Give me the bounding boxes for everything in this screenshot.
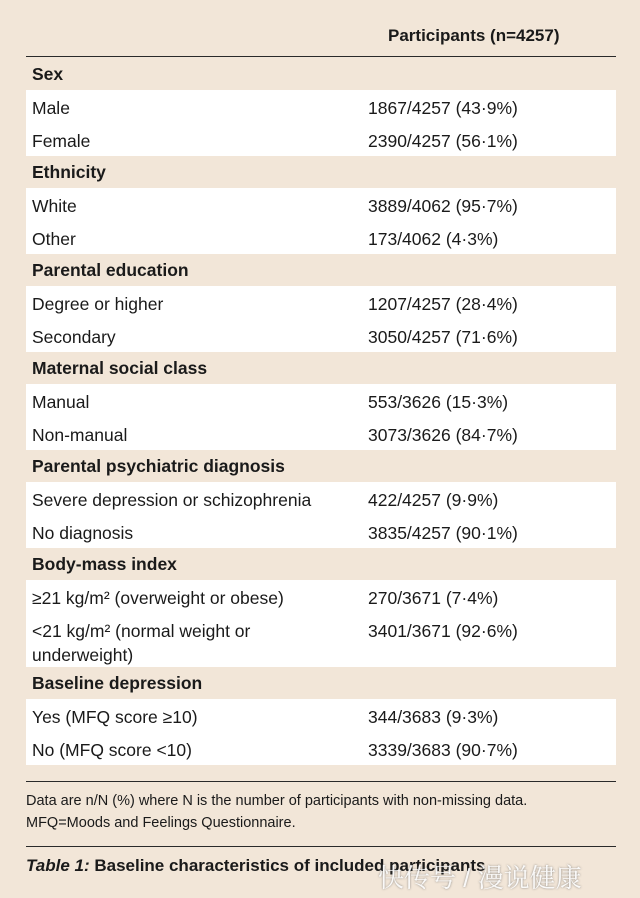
row-label: Non-manual — [32, 425, 128, 445]
table-row — [26, 482, 616, 515]
section-rows — [26, 286, 616, 352]
section-body-mass-index — [26, 548, 616, 667]
section-title: Parental education — [26, 254, 616, 286]
row-label: White — [32, 196, 77, 216]
table-bottom-rule — [26, 781, 616, 782]
section-parental-education — [26, 254, 616, 352]
row-label: Manual — [32, 392, 90, 412]
table-row — [26, 580, 616, 613]
table-footnote — [26, 790, 616, 834]
row-value: 1207/4257 (28·4%) — [368, 294, 518, 314]
row-value: 1867/4257 (43·9%) — [368, 98, 518, 118]
row-label: Secondary — [32, 327, 116, 347]
caption-text: Baseline characteristics of included participants — [89, 856, 486, 875]
section-title: Baseline depression — [26, 667, 616, 699]
table-body — [26, 58, 616, 765]
watermark: 快传号 / 漫说健康 — [378, 863, 582, 893]
table-row — [26, 732, 616, 765]
section-rows — [26, 699, 616, 765]
section-rows — [26, 482, 616, 548]
section-title: Parental psychiatric diagnosis — [26, 450, 616, 482]
row-value: 173/4062 (4·3%) — [368, 229, 499, 249]
column-header-participants: Participants (n=4257) — [388, 26, 560, 45]
row-label: Severe depression or schizophrenia — [32, 490, 312, 510]
section-rows — [26, 580, 616, 667]
section-title: Maternal social class — [26, 352, 616, 384]
footnote-line: MFQ=Moods and Feelings Questionnaire. — [26, 815, 296, 831]
section-rows — [26, 188, 616, 254]
caption-rule — [26, 846, 616, 847]
row-label: Yes (MFQ score ≥10) — [32, 707, 198, 727]
table-row — [26, 286, 616, 319]
table-header — [26, 18, 616, 57]
row-value: 3889/4062 (95·7%) — [368, 196, 518, 216]
row-value: 422/4257 (9·9%) — [368, 490, 499, 510]
section-rows — [26, 384, 616, 450]
table-row — [26, 319, 616, 352]
row-label: <21 kg/m² (normal weight or underweight) — [32, 621, 251, 665]
row-value: 3073/3626 (84·7%) — [368, 425, 518, 445]
row-value: 3835/4257 (90·1%) — [368, 523, 518, 543]
section-parental-psychiatric-diagnosis — [26, 450, 616, 548]
section-title: Body-mass index — [26, 548, 616, 580]
table-row — [26, 515, 616, 548]
row-value: 553/3626 (15·3%) — [368, 392, 509, 412]
footnote-line: Data are n/N (%) where N is the number of participants with non-missing data. — [26, 793, 528, 809]
section-rows — [26, 90, 616, 156]
table-row — [26, 417, 616, 450]
row-label: Degree or higher — [32, 294, 164, 314]
row-label: Other — [32, 229, 76, 249]
row-label: ≥21 kg/m² (overweight or obese) — [32, 588, 284, 608]
table-row — [26, 188, 616, 221]
section-ethnicity — [26, 156, 616, 254]
row-label: No diagnosis — [32, 523, 134, 543]
row-value: 344/3683 (9·3%) — [368, 707, 499, 727]
section-sex — [26, 58, 616, 156]
section-title: Sex — [26, 58, 616, 90]
section-title: Ethnicity — [26, 156, 616, 188]
table-row — [26, 123, 616, 156]
table-row — [26, 384, 616, 417]
row-value: 3339/3683 (90·7%) — [368, 740, 518, 760]
row-value: 2390/4257 (56·1%) — [368, 131, 518, 151]
table-row — [26, 699, 616, 732]
table-row — [26, 221, 616, 254]
section-baseline-depression — [26, 667, 616, 765]
row-label: Female — [32, 131, 91, 151]
table-row — [26, 613, 616, 667]
table-row — [26, 90, 616, 123]
row-value: 3401/3671 (92·6%) — [368, 621, 518, 641]
caption-label: Table 1: — [26, 856, 90, 875]
row-label: No (MFQ score <10) — [32, 740, 192, 760]
row-value: 270/3671 (7·4%) — [368, 588, 499, 608]
row-label: Male — [32, 98, 70, 118]
row-value: 3050/4257 (71·6%) — [368, 327, 518, 347]
section-maternal-social-class — [26, 352, 616, 450]
